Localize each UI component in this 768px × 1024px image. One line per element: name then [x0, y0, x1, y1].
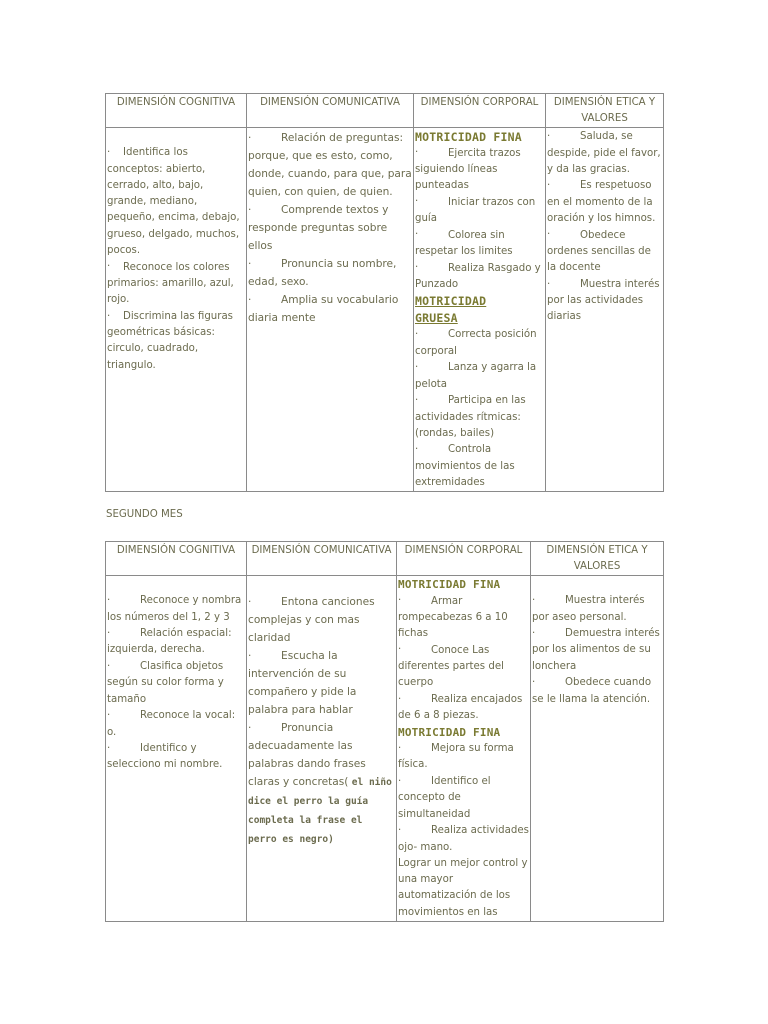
item-etica: Muestra interés por las actividades diarias	[547, 278, 660, 323]
header-cognitiva: DIMENSIÓN COGNITIVA	[106, 542, 247, 576]
item-corporal: Realiza Rasgado y Punzado	[415, 262, 541, 290]
cell-corporal: MOTRICIDAD FINA · Ejercita trazos siguiendo líneas punteadas · Iniciar trazos con guía · Colorea sin respetar los limites · Realiza Rasgado y Punzado MOTRICIDAD GRUESA · Correcta posición corporal · Lanza y agarra la pelota · Participa en las actividades rítmicas: (rondas, bailes) · Controla movimientos de las extremidades	[414, 128, 546, 492]
item-corporal: Lograr un mejor control y una mayor automatización de los movimientos en las	[398, 857, 528, 918]
item-comunicativa: Comprende textos y responde preguntas sobre ellos	[248, 204, 389, 252]
item-comunicativa: Pronuncia adecuadamente las palabras dando frases claras y concretas(	[248, 722, 366, 788]
item-comunicativa: Escucha la intervención de su compañero y pide la palabra para hablar	[248, 650, 357, 716]
table-header-row	[106, 94, 664, 128]
header-corporal: DIMENSIÓN CORPORAL	[414, 94, 546, 128]
item-etica: Saluda, se despide, pide el favor, y da las gracias.	[547, 131, 661, 175]
table-row	[106, 576, 664, 922]
month-label: SEGUNDO MES	[106, 509, 183, 520]
item-etica: Demuestra interés por los alimentos de su lonchera	[532, 628, 660, 672]
item-etica: Obedece cuando se le llama la atención.	[532, 677, 652, 705]
header-etica: DIMENSIÓN ETICA Y VALORES	[546, 94, 664, 128]
item-comunicativa: Relación de preguntas: porque, que es esto, como, donde, cuando, para que, para quien, con quien, de quien.	[248, 132, 412, 198]
header-comunicativa: DIMENSIÓN COMUNICATIVA	[247, 94, 414, 128]
motricidad-fina-title: MOTRICIDAD FINA	[398, 578, 501, 591]
cell-cognitiva: · Reconoce y nombra los números del 1, 2 y 3 · Relación espacial: izquierda, derecha. · Clasifica objetos según su color forma y tamaño · Reconoce la vocal: o. · Identifico y selecciono mi nombre.	[106, 576, 247, 922]
example-note: el niño dice el perro la guía completa la frase el perro es negro)	[248, 777, 392, 845]
cell-comunicativa: · Relación de preguntas: porque, que es esto, como, donde, cuando, para que, para quien, con quien, de quien. · Comprende textos y responde preguntas sobre ellos · Pronuncia su nombre, edad, sexo. · Amplia su vocabulario diaria mente	[247, 128, 414, 492]
item-etica: Es respetuoso en el momento de la oración y los himnos.	[547, 180, 656, 225]
item-corporal: Realiza encajados de 6 a 8 piezas.	[398, 693, 523, 722]
header-corporal: DIMENSIÓN CORPORAL	[397, 542, 531, 576]
motricidad-fina-title: MOTRICIDAD FINA	[415, 130, 522, 144]
item-corporal: Iniciar trazos con guía	[415, 196, 536, 225]
item-cognitiva: Reconoce la vocal: o.	[107, 710, 236, 738]
item-etica: Obedece ordenes sencillas de la docente	[547, 229, 651, 274]
item-cognitiva: Discrimina las figuras geométricas básicas: circulo, cuadrado, triangulo.	[107, 310, 233, 371]
header-comunicativa: DIMENSIÓN COMUNICATIVA	[247, 542, 397, 576]
item-cognitiva: Identifica los conceptos: abierto, cerrado, alto, bajo, grande, mediano, pequeño, encima, debajo, grueso, delgado, muchos, pocos.	[107, 147, 240, 257]
header-etica: DIMENSIÓN ETICA Y VALORES	[531, 542, 664, 576]
cell-etica: · Saluda, se despide, pide el favor, y da las gracias. · Es respetuoso en el momento de la oración y los himnos. · Obedece ordenes sencillas de la docente · Muestra interés por las actividades diarias	[546, 128, 664, 492]
motricidad-fina-title: MOTRICIDAD FINA	[398, 725, 501, 739]
item-cognitiva: Identifico y selecciono mi nombre.	[107, 743, 223, 771]
item-corporal: Conoce Las diferentes partes del cuerpo	[398, 644, 504, 689]
item-corporal: Correcta posición corporal	[415, 329, 537, 357]
item-etica: Muestra interés por aseo personal.	[532, 595, 645, 623]
item-cognitiva: Reconoce y nombra los números del 1, 2 y 3	[107, 595, 242, 623]
motricidad-gruesa-title: MOTRICIDAD GRUESA	[415, 294, 487, 326]
item-corporal: Participa en las actividades rítmicas: (rondas, bailes)	[415, 395, 526, 439]
item-corporal: Mejora su forma física.	[398, 743, 514, 771]
item-cognitiva: Relación espacial: izquierda, derecha.	[107, 628, 232, 656]
item-comunicativa: Pronuncia su nombre, edad, sexo.	[248, 258, 397, 288]
table-row	[106, 128, 664, 492]
header-cognitiva: DIMENSIÓN COGNITIVA	[106, 94, 247, 128]
item-corporal: Controla movimientos de las extremidades	[415, 444, 515, 489]
cell-corporal: MOTRICIDAD FINA · Armar rompecabezas 6 a 10 fichas · Conoce Las diferentes partes del cuerpo · Realiza encajados de 6 a 8 piezas. MOTRICIDAD FINA · Mejora su forma física. · Identifico el concepto de simultaneidad · Realiza actividades ojo- mano. Lograr un mejor control y una mayor automatización de los movimientos en las	[397, 576, 531, 922]
item-corporal: Colorea sin respetar los limites	[415, 229, 513, 257]
cell-comunicativa: · Entona canciones complejas y con mas claridad · Escucha la intervención de su compañero y pide la palabra para hablar · Pronuncia adecuadamente las palabras dando frases claras y concretas( el niño dice el perro la guía completa la frase el perro es negro)	[247, 576, 397, 922]
item-corporal: Realiza actividades ojo- mano.	[398, 825, 529, 853]
cell-etica: · Muestra interés por aseo personal. · Demuestra interés por los alimentos de su lonchera · Obedece cuando se le llama la atención.	[531, 576, 664, 922]
item-corporal: Ejercita trazos siguiendo líneas punteadas	[415, 147, 521, 192]
item-cognitiva: Clasifica objetos según su color forma y tamaño	[107, 661, 224, 705]
item-comunicativa: Entona canciones complejas y con mas claridad	[248, 596, 375, 644]
table-primer-mes	[105, 93, 664, 492]
cell-cognitiva: · Identifica los conceptos: abierto, cerrado, alto, bajo, grande, mediano, pequeño, encima, debajo, grueso, delgado, muchos, pocos. · Reconoce los colores primarios: amarillo, azul, rojo. · Discrimina las figuras geométricas básicas: circulo, cuadrado, triangulo.	[106, 128, 247, 492]
item-cognitiva: Reconoce los colores primarios: amarillo, azul, rojo.	[107, 261, 234, 306]
table-header-row	[106, 542, 664, 576]
item-corporal: Lanza y agarra la pelota	[415, 362, 537, 390]
item-comunicativa: Amplia su vocabulario diaria mente	[248, 294, 399, 324]
item-corporal: Armar rompecabezas 6 a 10 fichas	[398, 595, 508, 640]
item-corporal: Identifico el concepto de simultaneidad	[398, 776, 491, 820]
table-segundo-mes	[105, 541, 664, 922]
